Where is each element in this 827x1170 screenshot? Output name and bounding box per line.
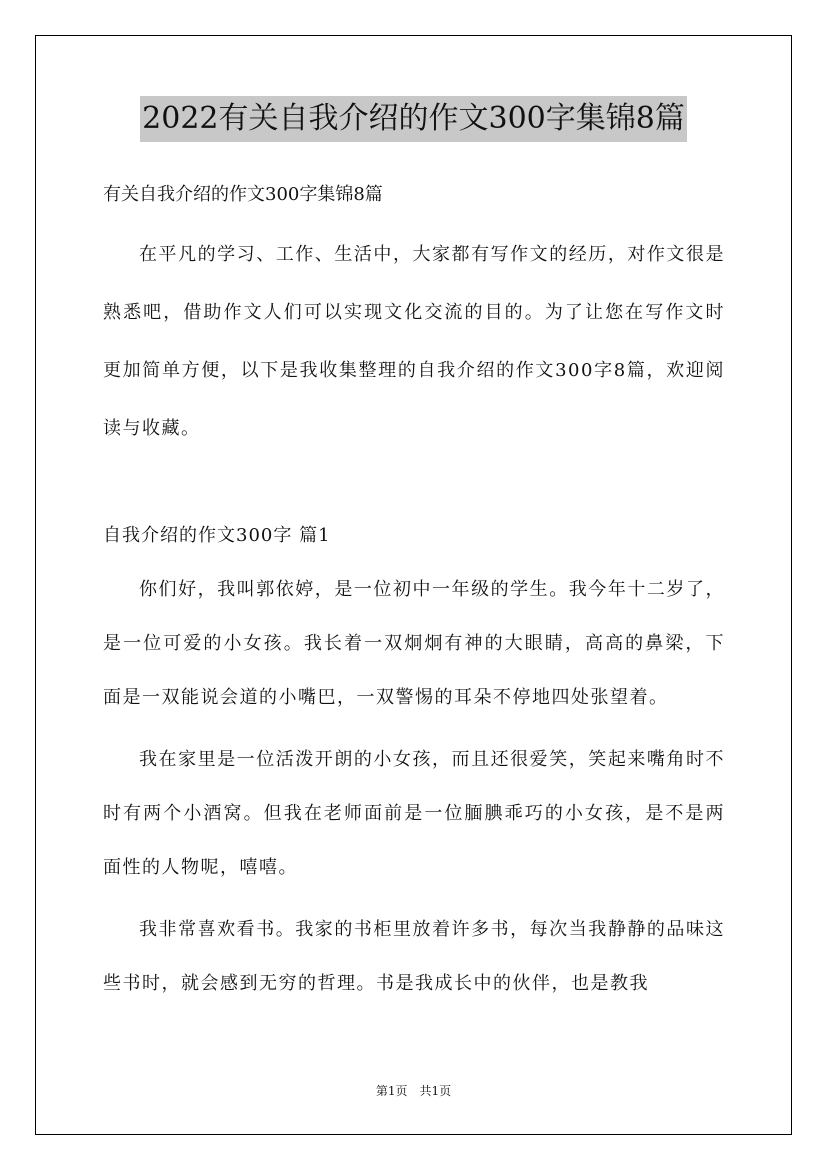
- body-paragraph: 你们好，我叫郭依婷，是一位初中一年级的学生。我今年十二岁了，是一位可爱的小女孩。我长着一双炯炯有神的大眼睛，高高的鼻梁，下面是一双能说会道的小嘴巴，一双警惕的耳朵不停地四处张望着。: [103, 579, 725, 708]
- body-paragraph: 我在家里是一位活泼开朗的小女孩，而且还很爱笑，笑起来嘴角时不时有两个小酒窝。但我在老师面前是一位腼腆乖巧的小女孩，是不是两面性的人物呢，嘻嘻。: [103, 749, 725, 878]
- document-title: 2022有关自我介绍的作文300字集锦8篇: [140, 96, 687, 142]
- page-number: 第1页: [375, 1084, 408, 1098]
- body-paragraph: 我非常喜欢看书。我家的书柜里放着许多书，每次当我静静的品味这些书时，就会感到无穷的哲理。书是我成长中的伙伴，也是教我: [103, 919, 725, 994]
- page-total: 共1页: [419, 1084, 452, 1098]
- section-heading: 自我介绍的作文300字 篇1: [103, 525, 331, 546]
- document-body: [103, 176, 725, 1011]
- page-footer: [0, 1082, 827, 1100]
- intro-paragraph: 在平凡的学习、工作、生活中，大家都有写作文的经历，对作文很是熟悉吧，借助作文人们可以实现文化交流的目的。为了让您在写作文时更加简单方便，以下是我收集整理的自我介绍的作文300字8篇，欢迎阅读与收藏。: [103, 244, 725, 439]
- title-container: [0, 96, 827, 142]
- document-subtitle: 有关自我介绍的作文300字集锦8篇: [103, 184, 383, 205]
